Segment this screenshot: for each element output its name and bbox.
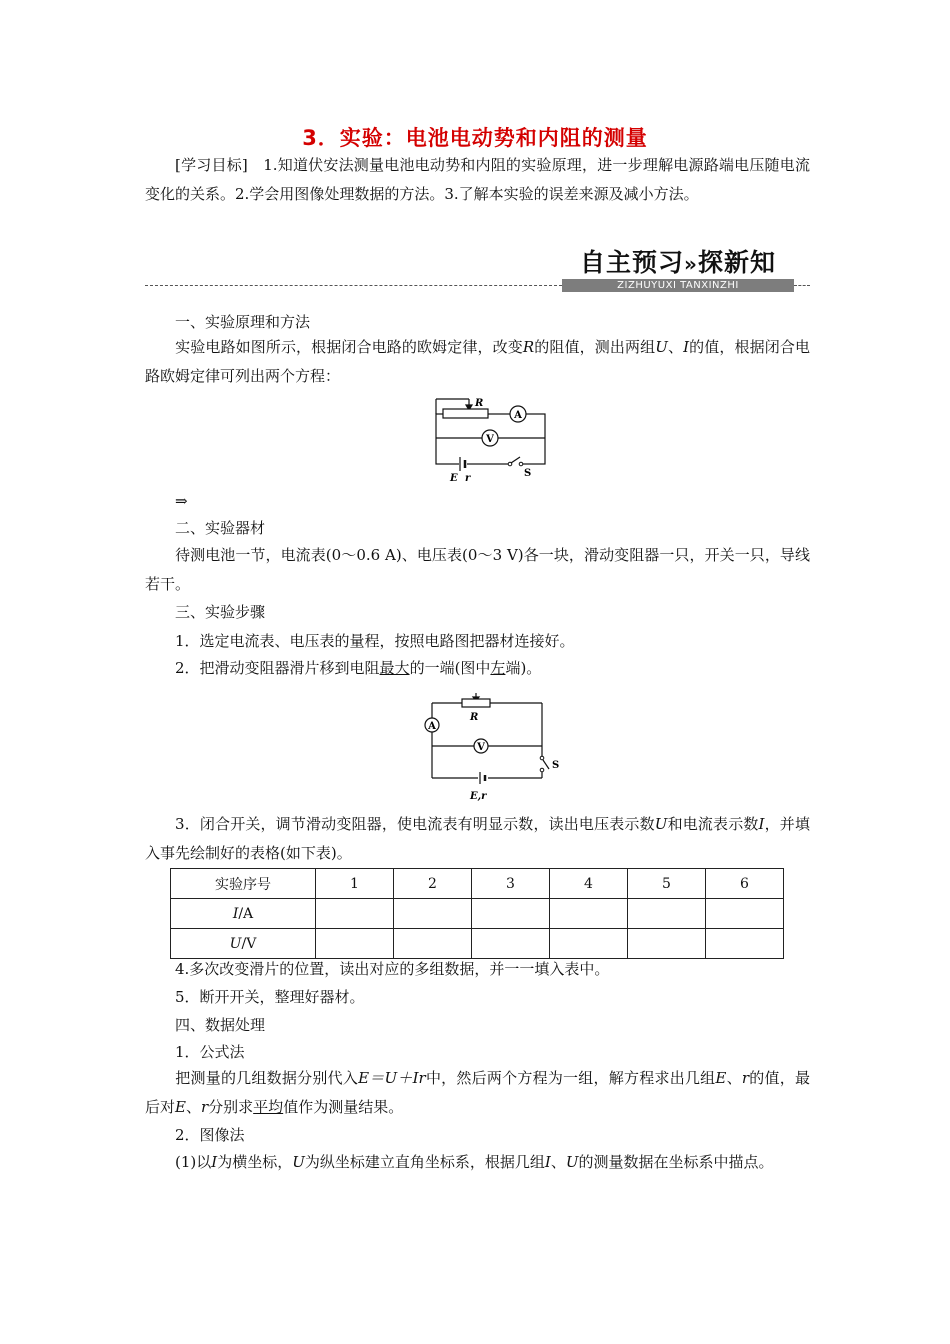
switch2-icon — [540, 756, 544, 760]
section3-heading: 三、实验步骤 — [175, 603, 266, 621]
circuit2-A-label: A — [428, 721, 436, 732]
circuit2-Er-label: E,r — [470, 791, 487, 802]
table-header-label: 实验序号 — [171, 869, 316, 899]
banner-divider-right — [794, 285, 810, 286]
table-cell — [316, 899, 394, 929]
circuit2-V-label: V — [477, 742, 485, 753]
table-row-label-U: U/V — [171, 929, 316, 959]
table-row-label-I: I/A — [171, 899, 316, 929]
step-2: 2．把滑动变阻器滑片移到电阻最大的一端(图中左端)。 — [175, 659, 542, 677]
method1-heading: 1．公式法 — [175, 1043, 245, 1061]
table-col-header: 1 — [316, 869, 394, 899]
implication-arrow-icon: ⇒ — [175, 492, 188, 510]
circuit-diagram-1 — [425, 393, 555, 485]
table-col-header: 3 — [472, 869, 550, 899]
page-title: 3．实验：电池电动势和内阻的测量 — [302, 126, 648, 150]
banner-badge — [562, 248, 794, 294]
circuit1-V-label: V — [486, 434, 494, 445]
table-row — [171, 929, 784, 959]
section1-heading: 一、实验原理和方法 — [175, 313, 311, 331]
rheostat2-icon — [462, 699, 490, 707]
data-table — [170, 868, 784, 959]
section1-text: 实验电路如图所示，根据闭合电路的欧姆定律，改变R的阻值，测出两组U、I的值，根据闭合电路欧姆定律可列出两个方程： — [145, 338, 810, 385]
step-4: 4.多次改变滑片的位置，读出对应的多组数据，并一一填入表中。 — [175, 960, 610, 978]
table-cell — [472, 899, 550, 929]
circuit1-R-label: R — [475, 398, 484, 409]
rheostat-icon — [443, 409, 488, 418]
table-cell — [550, 929, 628, 959]
banner-divider-left — [145, 285, 562, 286]
circuit2-R-label: R — [470, 712, 479, 723]
objectives-text: 1.知道伏安法测量电池电动势和内阻的实验原理，进一步理解电源路端电压随电流变化的关系。2.学会用图像处理数据的方法。3.了解本实验的误差来源及减小方法。 — [145, 156, 810, 203]
circuit1-r-label: r — [465, 473, 471, 484]
table-cell — [394, 899, 472, 929]
learning-objectives — [145, 151, 810, 209]
table-cell — [550, 899, 628, 929]
table-row — [171, 899, 784, 929]
table-col-header: 5 — [628, 869, 706, 899]
step-3: 3．闭合开关，调节滑动变阻器，使电流表有明显示数，读出电压表示数U和电流表示数I，并填入事先绘制好的表格(如下表)。 — [145, 815, 810, 862]
section4-heading: 四、数据处理 — [175, 1016, 266, 1034]
banner-subtitle: ZIZHUYUXI TANXINZHI — [562, 279, 794, 292]
table-col-header: 4 — [550, 869, 628, 899]
circuit-diagram-2 — [418, 688, 568, 806]
table-cell — [316, 929, 394, 959]
table-col-header: 6 — [706, 869, 784, 899]
table-cell — [706, 929, 784, 959]
section2-heading: 二、实验器材 — [175, 519, 266, 537]
step-1: 1．选定电流表、电压表的量程，按照电路图把器材连接好。 — [175, 632, 575, 650]
table-header-row — [171, 869, 784, 899]
method2-heading: 2．图像法 — [175, 1126, 245, 1144]
method1-text: 把测量的几组数据分别代入E＝U＋Ir中，然后两个方程为一组，解方程求出几组E、r的值，最后对E、r分别求平均值作为测量结果。 — [145, 1069, 810, 1116]
table-cell — [706, 899, 784, 929]
banner-heading: 自主预习»探新知 — [580, 248, 776, 277]
table-cell — [628, 929, 706, 959]
circuit1-A-label: A — [514, 410, 522, 421]
circuit1-S-label: S — [524, 468, 532, 479]
table-cell — [394, 929, 472, 959]
table-col-header: 2 — [394, 869, 472, 899]
circuit2-S-label: S — [552, 760, 560, 771]
circuit1-E-label: E — [450, 473, 458, 484]
step-5: 5．断开开关，整理好器材。 — [175, 988, 365, 1006]
table-cell — [628, 899, 706, 929]
section-banner — [145, 248, 810, 296]
objectives-label: [学习目标] — [175, 156, 248, 174]
section2-text: 待测电池一节，电流表(0～0.6 A)、电压表(0～3 V)各一块，滑动变阻器一只，开关一只，导线若干。 — [145, 546, 810, 593]
method2-text: (1)以I为横坐标，U为纵坐标建立直角坐标系，根据几组I、U的测量数据在坐标系中描点。 — [175, 1153, 774, 1171]
banner-arrow-icon: » — [684, 252, 698, 276]
table-cell — [472, 929, 550, 959]
